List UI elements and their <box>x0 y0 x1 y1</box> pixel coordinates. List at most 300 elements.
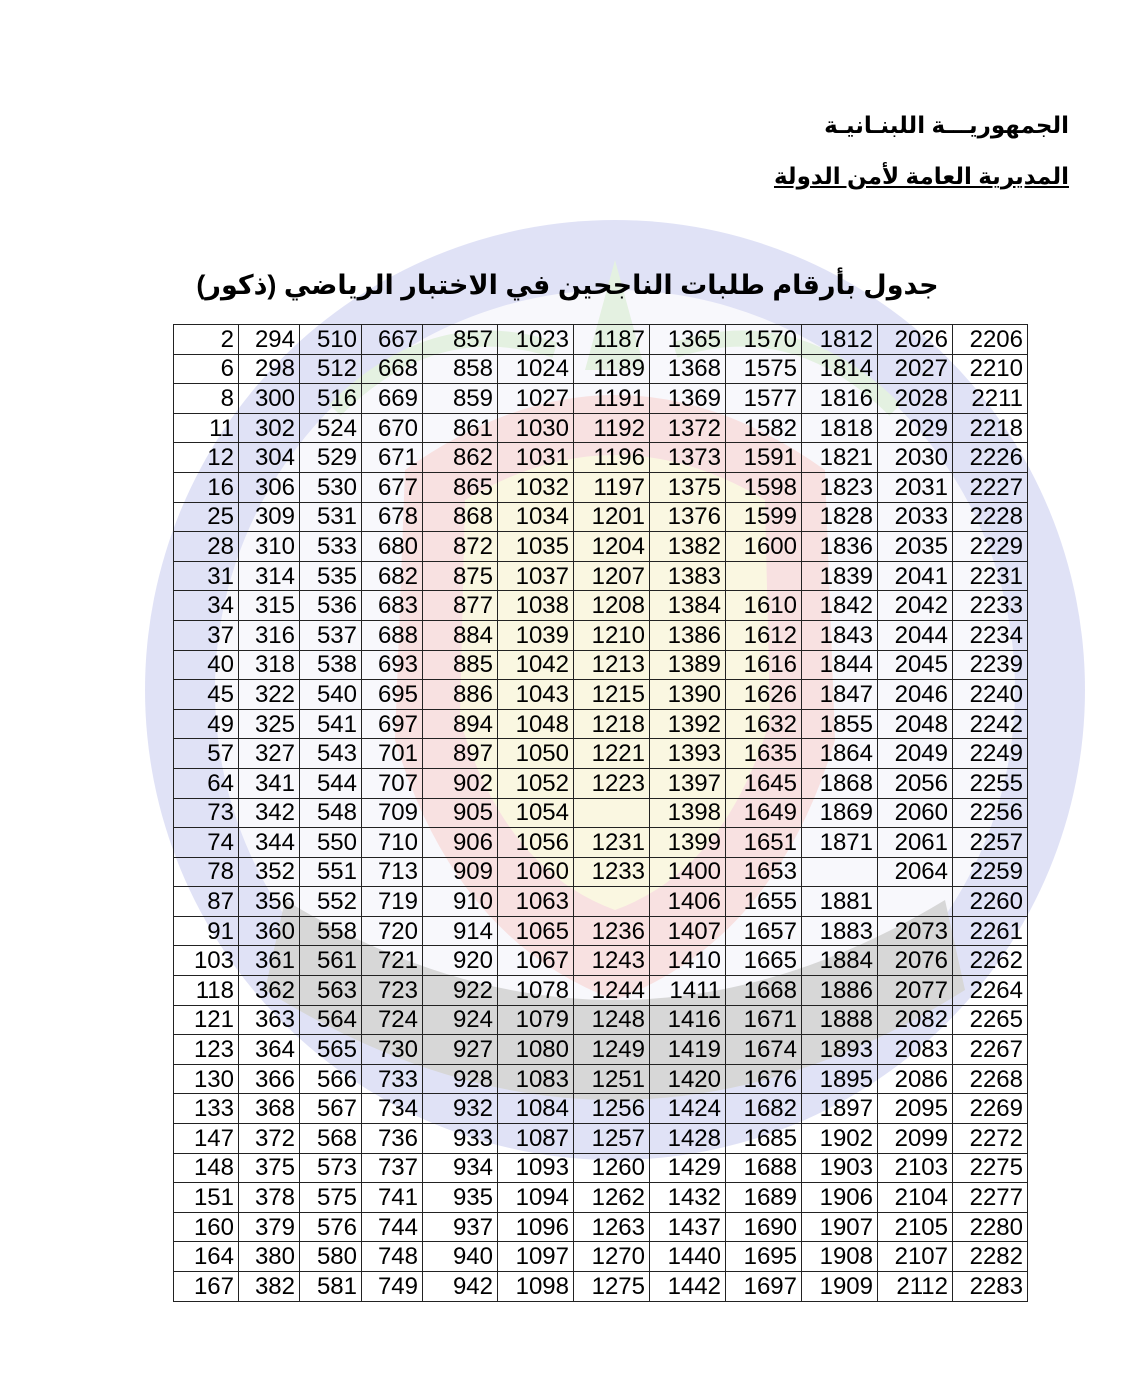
table-cell: 1812 <box>802 325 878 355</box>
table-cell: 37 <box>174 620 239 650</box>
table-cell: 861 <box>423 413 498 443</box>
table-cell <box>802 857 878 887</box>
table-cell: 1671 <box>726 1005 802 1035</box>
table-cell: 567 <box>300 1094 362 1124</box>
table-cell: 531 <box>300 502 362 532</box>
table-cell: 356 <box>239 887 300 917</box>
table-cell: 28 <box>174 532 239 562</box>
table-row <box>174 1005 1028 1035</box>
table-cell: 561 <box>300 946 362 976</box>
table-cell: 87 <box>174 887 239 917</box>
table-cell: 366 <box>239 1064 300 1094</box>
table-cell: 859 <box>423 384 498 414</box>
table-cell: 516 <box>300 384 362 414</box>
table-cell: 862 <box>423 443 498 473</box>
table-cell: 16 <box>174 472 239 502</box>
table-cell: 2045 <box>878 650 953 680</box>
table-row <box>174 680 1028 710</box>
table-cell: 1393 <box>650 739 726 769</box>
table-cell: 1215 <box>574 680 650 710</box>
table-row <box>174 472 1028 502</box>
table-cell: 1645 <box>726 768 802 798</box>
table-cell: 736 <box>362 1124 423 1154</box>
table-cell: 865 <box>423 472 498 502</box>
table-row <box>174 413 1028 443</box>
table-cell: 551 <box>300 857 362 887</box>
table-cell: 1037 <box>498 561 574 591</box>
table-cell: 309 <box>239 502 300 532</box>
table-cell: 1577 <box>726 384 802 414</box>
table-cell: 2260 <box>953 887 1028 917</box>
table-cell: 11 <box>174 413 239 443</box>
table-cell: 341 <box>239 768 300 798</box>
table-cell: 300 <box>239 384 300 414</box>
table-cell: 688 <box>362 620 423 650</box>
table-cell: 2242 <box>953 709 1028 739</box>
table-cell: 1676 <box>726 1064 802 1094</box>
table-cell: 1196 <box>574 443 650 473</box>
table-cell: 2076 <box>878 946 953 976</box>
table-cell: 1685 <box>726 1124 802 1154</box>
table-cell: 148 <box>174 1153 239 1183</box>
table-cell: 868 <box>423 502 498 532</box>
table-row <box>174 1153 1028 1183</box>
table-cell: 363 <box>239 1005 300 1035</box>
table-cell: 74 <box>174 828 239 858</box>
table-cell: 1688 <box>726 1153 802 1183</box>
table-cell: 1668 <box>726 976 802 1006</box>
table-cell: 322 <box>239 680 300 710</box>
table-cell: 2033 <box>878 502 953 532</box>
table-cell: 2095 <box>878 1094 953 1124</box>
table-cell: 1814 <box>802 354 878 384</box>
table-cell: 1192 <box>574 413 650 443</box>
table-cell: 932 <box>423 1094 498 1124</box>
table-cell: 304 <box>239 443 300 473</box>
table-cell: 1197 <box>574 472 650 502</box>
table-cell: 2082 <box>878 1005 953 1035</box>
table-cell: 151 <box>174 1183 239 1213</box>
directorate-name: المديرية العامة لأمن الدولة <box>773 163 1069 189</box>
table-cell: 2206 <box>953 325 1028 355</box>
table-cell: 121 <box>174 1005 239 1035</box>
table-cell: 1682 <box>726 1094 802 1124</box>
table-cell: 1635 <box>726 739 802 769</box>
table-cell: 1084 <box>498 1094 574 1124</box>
table-cell: 302 <box>239 413 300 443</box>
table-cell: 1575 <box>726 354 802 384</box>
table-cell: 1407 <box>650 916 726 946</box>
table-cell: 91 <box>174 916 239 946</box>
table-cell: 1903 <box>802 1153 878 1183</box>
table-cell: 1844 <box>802 650 878 680</box>
table-cell: 576 <box>300 1212 362 1242</box>
table-row <box>174 620 1028 650</box>
table-row <box>174 502 1028 532</box>
table-cell: 580 <box>300 1242 362 1272</box>
table-cell: 2280 <box>953 1212 1028 1242</box>
table-cell: 748 <box>362 1242 423 1272</box>
table-cell: 133 <box>174 1094 239 1124</box>
table-cell: 1908 <box>802 1242 878 1272</box>
table-row <box>174 561 1028 591</box>
table-cell: 1432 <box>650 1183 726 1213</box>
table-cell <box>574 887 650 917</box>
table-cell: 2064 <box>878 857 953 887</box>
table-cell: 885 <box>423 650 498 680</box>
table-cell: 524 <box>300 413 362 443</box>
table-cell: 2035 <box>878 532 953 562</box>
table-cell: 2041 <box>878 561 953 591</box>
table-cell: 723 <box>362 976 423 1006</box>
table-cell: 1067 <box>498 946 574 976</box>
table-cell: 670 <box>362 413 423 443</box>
table-cell: 2028 <box>878 384 953 414</box>
table-cell: 64 <box>174 768 239 798</box>
table-row <box>174 857 1028 887</box>
table-cell: 2049 <box>878 739 953 769</box>
table-cell: 1902 <box>802 1124 878 1154</box>
table-cell: 680 <box>362 532 423 562</box>
table-cell: 744 <box>362 1212 423 1242</box>
table-row <box>174 1242 1028 1272</box>
table-cell: 1818 <box>802 413 878 443</box>
table-cell: 533 <box>300 532 362 562</box>
table-cell: 1244 <box>574 976 650 1006</box>
table-cell: 1262 <box>574 1183 650 1213</box>
table-cell: 730 <box>362 1035 423 1065</box>
table-cell: 2226 <box>953 443 1028 473</box>
table-cell: 318 <box>239 650 300 680</box>
table-row <box>174 1272 1028 1302</box>
table-cell: 1437 <box>650 1212 726 1242</box>
table-row <box>174 591 1028 621</box>
table-cell: 1368 <box>650 354 726 384</box>
table-cell <box>726 561 802 591</box>
table-cell: 1052 <box>498 768 574 798</box>
table-cell: 1836 <box>802 532 878 562</box>
table-cell: 550 <box>300 828 362 858</box>
table-cell: 536 <box>300 591 362 621</box>
table-cell: 364 <box>239 1035 300 1065</box>
table-cell: 1065 <box>498 916 574 946</box>
table-cell: 683 <box>362 591 423 621</box>
table-cell: 1839 <box>802 561 878 591</box>
table-cell: 1881 <box>802 887 878 917</box>
table-cell: 147 <box>174 1124 239 1154</box>
table-cell: 920 <box>423 946 498 976</box>
table-cell: 2231 <box>953 561 1028 591</box>
table-cell: 1373 <box>650 443 726 473</box>
table-cell: 693 <box>362 650 423 680</box>
table-cell: 924 <box>423 1005 498 1035</box>
table-cell: 1420 <box>650 1064 726 1094</box>
table-cell: 541 <box>300 709 362 739</box>
table-cell: 73 <box>174 798 239 828</box>
table-cell: 1080 <box>498 1035 574 1065</box>
table-cell: 325 <box>239 709 300 739</box>
table-cell: 1843 <box>802 620 878 650</box>
table-cell: 1048 <box>498 709 574 739</box>
table-cell: 130 <box>174 1064 239 1094</box>
table-cell: 2046 <box>878 680 953 710</box>
table-cell: 575 <box>300 1183 362 1213</box>
table-cell: 2061 <box>878 828 953 858</box>
table-cell: 1868 <box>802 768 878 798</box>
table-cell: 1270 <box>574 1242 650 1272</box>
table-cell: 566 <box>300 1064 362 1094</box>
table-cell: 164 <box>174 1242 239 1272</box>
table-cell: 565 <box>300 1035 362 1065</box>
table-cell: 581 <box>300 1272 362 1302</box>
table-cell: 1697 <box>726 1272 802 1302</box>
table-cell: 1690 <box>726 1212 802 1242</box>
table-row <box>174 946 1028 976</box>
table-cell: 372 <box>239 1124 300 1154</box>
table-cell: 540 <box>300 680 362 710</box>
results-table <box>173 324 1028 1302</box>
table-cell: 1649 <box>726 798 802 828</box>
table-cell: 1406 <box>650 887 726 917</box>
table-cell: 2086 <box>878 1064 953 1094</box>
table-cell: 2249 <box>953 739 1028 769</box>
table-cell: 529 <box>300 443 362 473</box>
table-row <box>174 976 1028 1006</box>
table-cell: 902 <box>423 768 498 798</box>
table-cell: 1653 <box>726 857 802 887</box>
table-cell: 375 <box>239 1153 300 1183</box>
table-cell: 314 <box>239 561 300 591</box>
table-cell: 552 <box>300 887 362 917</box>
table-cell: 933 <box>423 1124 498 1154</box>
table-cell: 1674 <box>726 1035 802 1065</box>
table-cell: 558 <box>300 916 362 946</box>
table-cell: 2228 <box>953 502 1028 532</box>
table-cell: 872 <box>423 532 498 562</box>
table-row <box>174 887 1028 917</box>
table-cell: 49 <box>174 709 239 739</box>
table-cell: 1260 <box>574 1153 650 1183</box>
table-cell: 2277 <box>953 1183 1028 1213</box>
table-cell: 2259 <box>953 857 1028 887</box>
table-cell: 1251 <box>574 1064 650 1094</box>
table-cell: 1855 <box>802 709 878 739</box>
table-cell: 1079 <box>498 1005 574 1035</box>
table-cell: 378 <box>239 1183 300 1213</box>
table-cell: 316 <box>239 620 300 650</box>
table-cell: 1210 <box>574 620 650 650</box>
table-cell: 167 <box>174 1272 239 1302</box>
table-cell: 342 <box>239 798 300 828</box>
table-cell: 1231 <box>574 828 650 858</box>
table-cell: 2104 <box>878 1183 953 1213</box>
table-cell: 1398 <box>650 798 726 828</box>
table-cell: 361 <box>239 946 300 976</box>
table-cell: 701 <box>362 739 423 769</box>
table-cell: 2234 <box>953 620 1028 650</box>
table-cell: 897 <box>423 739 498 769</box>
table-cell: 1056 <box>498 828 574 858</box>
table-cell: 1416 <box>650 1005 726 1035</box>
table-cell: 1582 <box>726 413 802 443</box>
table-row <box>174 650 1028 680</box>
table-cell: 1657 <box>726 916 802 946</box>
table-cell: 2 <box>174 325 239 355</box>
table-cell: 1030 <box>498 413 574 443</box>
table-cell: 1651 <box>726 828 802 858</box>
table-cell: 2077 <box>878 976 953 1006</box>
table-cell: 1207 <box>574 561 650 591</box>
table-cell: 877 <box>423 591 498 621</box>
table-cell: 668 <box>362 354 423 384</box>
table-cell: 2210 <box>953 354 1028 384</box>
table-cell: 922 <box>423 976 498 1006</box>
republic-name: الجمهوريـــة اللبنـانيـة <box>824 112 1069 138</box>
table-cell: 1275 <box>574 1272 650 1302</box>
table-cell: 160 <box>174 1212 239 1242</box>
table-cell: 2112 <box>878 1272 953 1302</box>
table-cell: 2044 <box>878 620 953 650</box>
table-cell: 78 <box>174 857 239 887</box>
table-cell: 1842 <box>802 591 878 621</box>
table-cell: 1893 <box>802 1035 878 1065</box>
table-cell: 1440 <box>650 1242 726 1272</box>
table-cell: 1035 <box>498 532 574 562</box>
table-cell: 2239 <box>953 650 1028 680</box>
table-cell: 1191 <box>574 384 650 414</box>
table-cell: 927 <box>423 1035 498 1065</box>
table-cell: 935 <box>423 1183 498 1213</box>
table-cell: 1218 <box>574 709 650 739</box>
table-cell: 1616 <box>726 650 802 680</box>
table-cell: 1249 <box>574 1035 650 1065</box>
table-cell: 1389 <box>650 650 726 680</box>
table-cell: 1689 <box>726 1183 802 1213</box>
table-cell: 1032 <box>498 472 574 502</box>
table-cell: 940 <box>423 1242 498 1272</box>
table-cell: 1424 <box>650 1094 726 1124</box>
table-cell: 1221 <box>574 739 650 769</box>
table-cell: 1600 <box>726 532 802 562</box>
table-cell: 713 <box>362 857 423 887</box>
table-row <box>174 1124 1028 1154</box>
table-cell: 677 <box>362 472 423 502</box>
table-cell: 1570 <box>726 325 802 355</box>
table-cell: 2267 <box>953 1035 1028 1065</box>
table-cell: 858 <box>423 354 498 384</box>
table-cell: 1386 <box>650 620 726 650</box>
table-row <box>174 828 1028 858</box>
table-cell: 1094 <box>498 1183 574 1213</box>
table-cell: 344 <box>239 828 300 858</box>
table-cell: 103 <box>174 946 239 976</box>
table-cell: 734 <box>362 1094 423 1124</box>
table-cell: 1042 <box>498 650 574 680</box>
table-row <box>174 798 1028 828</box>
table-cell: 1027 <box>498 384 574 414</box>
table-cell: 710 <box>362 828 423 858</box>
table-cell: 538 <box>300 650 362 680</box>
table-cell: 315 <box>239 591 300 621</box>
table-cell: 2268 <box>953 1064 1028 1094</box>
table-cell: 905 <box>423 798 498 828</box>
table-cell: 2099 <box>878 1124 953 1154</box>
table-cell: 2060 <box>878 798 953 828</box>
table-cell: 2211 <box>953 384 1028 414</box>
table-cell: 1612 <box>726 620 802 650</box>
table-cell: 2030 <box>878 443 953 473</box>
table-cell: 1093 <box>498 1153 574 1183</box>
table-cell: 1208 <box>574 591 650 621</box>
table-cell: 1400 <box>650 857 726 887</box>
table-cell: 31 <box>174 561 239 591</box>
table-row <box>174 1094 1028 1124</box>
document-header <box>774 112 1069 190</box>
table-cell: 563 <box>300 976 362 1006</box>
table-cell: 1906 <box>802 1183 878 1213</box>
table-cell: 2073 <box>878 916 953 946</box>
table-cell: 1236 <box>574 916 650 946</box>
table-cell: 909 <box>423 857 498 887</box>
table-cell: 1039 <box>498 620 574 650</box>
table-cell: 2240 <box>953 680 1028 710</box>
table-cell: 2256 <box>953 798 1028 828</box>
table-cell: 695 <box>362 680 423 710</box>
table-cell: 1429 <box>650 1153 726 1183</box>
table-cell: 2083 <box>878 1035 953 1065</box>
table-cell: 2031 <box>878 472 953 502</box>
table-cell: 1695 <box>726 1242 802 1272</box>
table-cell: 2275 <box>953 1153 1028 1183</box>
table-cell: 1871 <box>802 828 878 858</box>
table-cell: 2105 <box>878 1212 953 1242</box>
table-cell: 1043 <box>498 680 574 710</box>
table-cell: 294 <box>239 325 300 355</box>
table-cell: 6 <box>174 354 239 384</box>
table-cell: 1442 <box>650 1272 726 1302</box>
table-cell: 1864 <box>802 739 878 769</box>
table-cell: 724 <box>362 1005 423 1035</box>
table-cell: 1847 <box>802 680 878 710</box>
table-cell: 1038 <box>498 591 574 621</box>
table-cell: 910 <box>423 887 498 917</box>
table-cell: 2048 <box>878 709 953 739</box>
table-cell: 2282 <box>953 1242 1028 1272</box>
table-cell: 2261 <box>953 916 1028 946</box>
table-cell: 57 <box>174 739 239 769</box>
table-cell: 937 <box>423 1212 498 1242</box>
table-cell: 543 <box>300 739 362 769</box>
table-cell: 2269 <box>953 1094 1028 1124</box>
table-cell: 382 <box>239 1272 300 1302</box>
table-cell: 1665 <box>726 946 802 976</box>
table-row <box>174 1212 1028 1242</box>
table-cell: 1399 <box>650 828 726 858</box>
table-cell: 1369 <box>650 384 726 414</box>
table-cell: 2272 <box>953 1124 1028 1154</box>
table-cell: 1233 <box>574 857 650 887</box>
table-cell: 1078 <box>498 976 574 1006</box>
table-cell: 669 <box>362 384 423 414</box>
table-cell: 537 <box>300 620 362 650</box>
table-cell: 2056 <box>878 768 953 798</box>
table-cell: 1204 <box>574 532 650 562</box>
table-cell: 568 <box>300 1124 362 1154</box>
table-cell: 741 <box>362 1183 423 1213</box>
table-cell: 306 <box>239 472 300 502</box>
table-cell: 1372 <box>650 413 726 443</box>
table-cell: 1410 <box>650 946 726 976</box>
